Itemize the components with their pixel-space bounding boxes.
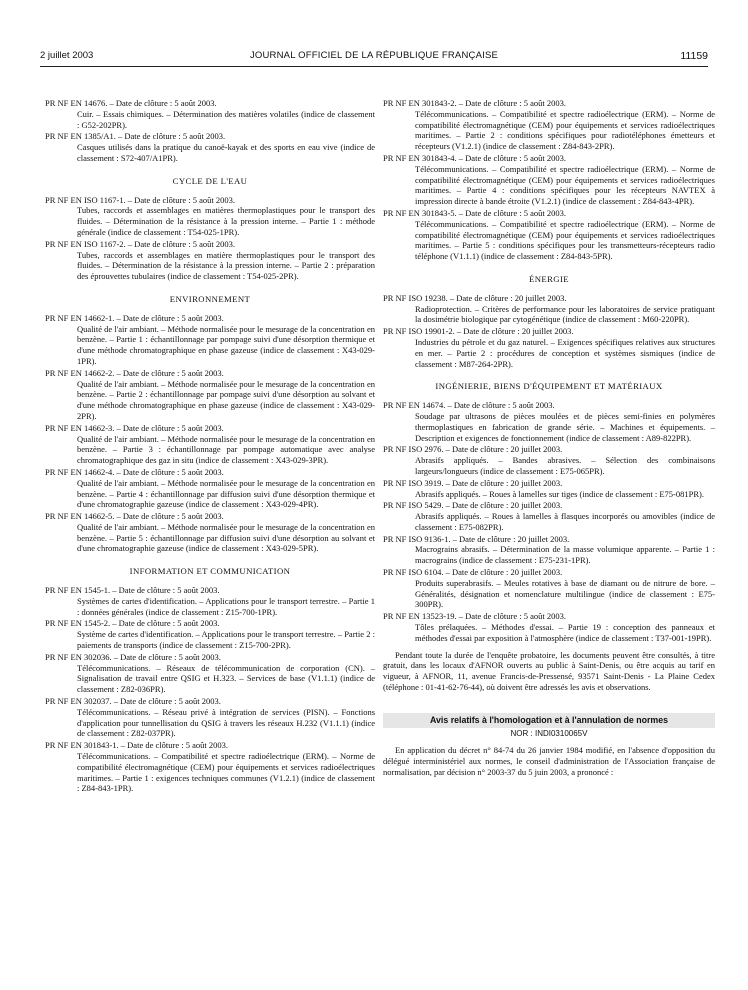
norm-reference: PR NF EN 14662-1. – Date de clôture : 5 août 2003. [45, 312, 224, 323]
nor-reference: NOR : INDI0310065V [510, 728, 588, 738]
norm-reference: PR NF EN 14662-3. – Date de clôture : 5 août 2003. [45, 422, 224, 433]
page-header [40, 48, 708, 66]
norm-entry [45, 423, 375, 466]
norm-entry [45, 368, 375, 422]
norm-entry [45, 98, 375, 130]
norm-entry [45, 131, 375, 163]
norm-reference: PR NF ISO 6104. – Date de clôture : 20 juillet 2003. [383, 567, 563, 578]
norm-description: Tubes, raccords et assemblages en matières thermoplastiques pour le transport des fluides. – Détermination de la résistance à la pression interne. – Partie 1 : méthode générale (indice de classement : T54-025-1PR). [77, 205, 375, 237]
norm-entry [383, 478, 715, 500]
norm-description: Tôles prélaquées. – Méthodes d'essai. – Partie 19 : conception des panneaux et méthodes d'essai par exposition à l'atmosphère (indice de classement : T37-001-19PR). [415, 622, 715, 643]
norm-description: Radioprotection. – Critères de performance pour les laboratoires de service pratiquant la dosimétrie biologique par cytogénétique (indice de classement : M60-220PR). [415, 303, 715, 325]
norm-reference: PR NF EN 14674. – Date de clôture : 5 août 2003. [383, 400, 555, 411]
norm-description: Télécommunications. – Réseau privé à intégration de services (PISN). – Fonctions d'application pour tunnellisation du QSIG à travers les réseaux H.232 (V1.1.1) (indice de classement : Z82-037PR). [77, 706, 375, 739]
norm-description: Télécommunications. – Compatibilité et spectre radioélectrique (ERM). – Norme de compatibilité électromagnétique (CEM) pour équipements et services radioélectriques maritimes. – Partie 2 : conditions spécifiques pour radiotéléphones émetteurs et récepteurs (V1.2.1) (indice de classement : Z84-843-2PR). [415, 108, 715, 152]
norm-description: Qualité de l'air ambiant. – Méthode normalisée pour le mesurage de la concentration en benzène. – Partie 2 : échantillonnage par pompage suivi d'une désorption au solvant et d'une méthode chromatographique en phase gazeuse (indice de classement : X43-029-2PR). [77, 378, 375, 421]
section-heading: CYCLE DE L'EAU [172, 175, 248, 186]
norm-description: Système de cartes d'identification. – Applications pour le transport terrestre. – Partie 2 : paiements de transports (indice de classement : Z15-700-2PR). [77, 629, 375, 651]
norm-entry [383, 567, 715, 610]
norm-description: Casques utilisés dans la pratique du canoë-kayak et des sports en eau vive (indice de classement : S72-407/A1PR). [77, 142, 375, 163]
header-date: 2 juillet 2003 [40, 50, 94, 61]
norm-description: Qualité de l'air ambiant. – Méthode normalisée pour le mesurage de la concentration en benzène. – Partie 3 : échantillonnage par pompage automatique avec analyse chromatographique des gaz in situ (indice de classement : X43-029-3PR). [77, 433, 375, 466]
norm-description: Produits superabrasifs. – Meules rotatives à base de diamant ou de nitrure de bore. – Généralités, désignation et nomenclature multilingue (indice de classement : E75-300PR). [415, 577, 715, 610]
norm-reference: PR NF EN ISO 1167-2. – Date de clôture : 5 août 2003. [45, 238, 235, 249]
norm-entry [383, 208, 715, 262]
norm-entry [383, 611, 715, 643]
norm-description: Systèmes de cartes d'identification. – Applications pour le transport terrestre. – Partie 1 : données générales (indice de classement : Z15-700-1PR). [77, 595, 375, 617]
norm-entry [45, 195, 375, 238]
norm-description: Industries du pétrole et du gaz naturel. – Exigences spécifiques relatives aux structures en mer. – Partie 2 : procédures de conception et systèmes sismiques (indice de classement : M87-264-2PR). [415, 336, 715, 369]
norm-entry [45, 652, 375, 695]
norm-reference: PR NF EN 14662-4. – Date de clôture : 5 août 2003. [45, 466, 224, 477]
norm-reference: PR NF EN 1545-1. – Date de clôture : 5 août 2003. [45, 585, 220, 596]
norm-reference: PR NF EN 302036. – Date de clôture : 5 août 2003. [45, 651, 221, 662]
section-heading: INGÉNIERIE, BIENS D'ÉQUIPEMENT ET MATÉRIAUX [435, 381, 663, 392]
norm-entry [383, 326, 715, 369]
section-heading: ENVIRONNEMENT [169, 293, 251, 304]
norm-reference: PR NF EN 301843-4. – Date de clôture : 5 août 2003. [383, 152, 566, 163]
section-heading: ÉNERGIE [529, 273, 569, 284]
norm-description: Tubes, raccords et assemblages en matière thermoplastiques pour le transport des fluides. – Détermination de la résistance à la pression interne. – Partie 2 : préparation des éprouvettes tubulaires (indice de classement : T54-025-2PR). [77, 249, 375, 282]
norm-reference: PR NF EN 1545-2. – Date de clôture : 5 août 2003. [45, 618, 220, 629]
norm-description: Qualité de l'air ambiant. – Méthode normalisée pour le mesurage de la concentration en benzène. – Partie 5 : échantillonnage par diffusion suivi d'une désorption au solvant et d'une chromatographie gazeuse (indice de classement : X43-029-5PR). [77, 521, 375, 554]
norm-description: Macrograins abrasifs. – Détermination de la masse volumique apparente. – Partie 1 : macrograins (indice de classement : E75-231-1PR). [415, 544, 715, 566]
norm-entry [45, 740, 375, 794]
norm-entry [383, 500, 715, 532]
paragraph: Pendant toute la durée de l'enquête probatoire, les documents peuvent être consultés, à titre gratuit, dans les locaux d'AFNOR ouverts au public à Saint-Denis, ou être acquis au tarif en vigueur, à AFNOR, 11, avenue Francis-de-Pressensé, 93571 Saint-Denis - La Plaine Cedex (téléphone : 01-41-62-76-44), où doivent être adressés les avis et observations. [383, 649, 715, 693]
norm-description: Cuir. – Essais chimiques. – Détermination des matières volatiles (indice de classement : G52-202PR). [77, 108, 375, 130]
header-rule [40, 66, 708, 67]
norm-reference: PR NF EN 1385/A1. – Date de clôture : 5 août 2003. [45, 131, 226, 142]
norm-description: Télécommunications. – Réseaux de télécommunication de corporation (CN). – Signalisation de travail entre QSIG et H.323. – Services de base (V1.1.1) (indice de classement : Z82-036PR). [77, 662, 375, 695]
norm-reference: PR NF ISO 9136-1. – Date de clôture : 20 juillet 2003. [383, 533, 570, 544]
paragraph: En application du décret n° 84-74 du 26 janvier 1984 modifié, en l'absence d'opposition du délégué interministériel aux normes, le conseil d'administration de l'Association française de normalisation, par décision n° 2003-37 du 5 juin 2003, a prononcé : [383, 745, 715, 778]
norm-reference: PR NF ISO 19901-2. – Date de clôture : 20 juillet 2003. [383, 326, 574, 337]
norm-entry [45, 511, 375, 554]
norm-reference: PR NF ISO 3919. – Date de clôture : 20 juillet 2003. [383, 477, 563, 488]
norm-reference: PR NF ISO 19238. – Date de clôture : 20 juillet 2003. [383, 292, 567, 303]
norm-description: Abrasifs appliqués. – Roues à lamelles à flasques incorporés ou amovibles (indice de classement : E75-082PR). [415, 511, 715, 532]
section-heading: INFORMATION ET COMMUNICATION [129, 566, 291, 577]
norm-entry [383, 534, 715, 566]
norm-entry [45, 696, 375, 739]
norm-reference: PR NF EN 14676. – Date de clôture : 5 août 2003. [45, 98, 217, 108]
norm-entry [45, 585, 375, 617]
notice-title: Avis relatifs à l'homologation et à l'annulation de normes [383, 713, 715, 728]
norm-reference: PR NF ISO 2976. – Date de clôture : 20 juillet 2003. [383, 444, 563, 455]
norm-entry [383, 153, 715, 207]
norm-description: Télécommunications. – Compatibilité et spectre radioélectrique (ERM). – Norme de compatibilité électromagnétique (CEM) pour équipements et services radioélectriques maritimes. – Partie 5 : conditions spécifiques pour les transmetteurs-récepteurs radio téléphone (V1.1.1) (indice de classement : Z84-843-5PR). [415, 218, 715, 262]
norm-entry [383, 293, 715, 325]
norm-reference: PR NF EN 13523-19. – Date de clôture : 5 août 2003. [383, 611, 566, 622]
norm-entry [45, 467, 375, 510]
norm-description: Télécommunications. – Compatibilité et spectre radioélectrique (ERM). – Norme de compatibilité électromagnétique (CEM) pour équipements et services radioélectriques maritimes. – Partie 1 : exigences techniques communes (V1.2.1) (indice de classement : Z84-843-1PR). [77, 751, 375, 794]
left-column [45, 98, 375, 795]
right-column [383, 98, 715, 778]
norm-reference: PR NF EN 14662-2. – Date de clôture : 5 août 2003. [45, 367, 224, 378]
norm-reference: PR NF EN 302037. – Date de clôture : 5 août 2003. [45, 696, 221, 707]
header-title: JOURNAL OFFICIEL DE LA RÉPUBLIQUE FRANÇAISE [249, 50, 499, 61]
norm-reference: PR NF EN ISO 1167-1. – Date de clôture : 5 août 2003. [45, 194, 235, 205]
norm-entry [383, 444, 715, 476]
norm-reference: PR NF ISO 5429. – Date de clôture : 20 juillet 2003. [383, 500, 563, 511]
norm-reference: PR NF EN 301843-2. – Date de clôture : 5 août 2003. [383, 98, 566, 108]
norm-reference: PR NF EN 14662-5. – Date de clôture : 5 août 2003. [45, 511, 224, 522]
norm-entry [383, 400, 715, 443]
norm-entry [383, 98, 715, 152]
norm-description: Abrasifs appliqués. – Roues à lamelles sur tiges (indice de classement : E75-081PR). [415, 488, 704, 499]
norm-reference: PR NF EN 301843-1. – Date de clôture : 5 août 2003. [45, 740, 228, 751]
norm-entry [45, 239, 375, 282]
norm-description: Télécommunications. – Compatibilité et spectre radioélectrique (ERM). – Norme de compatibilité électromagnétique (CEM) pour équipements et services radioélectriques maritimes. – Partie 4 : conditions spécifiques pour les récepteurs NAVTEX à impression directe à bande étroite (V1.2.1) (indice de classement : Z84-843-4PR). [415, 163, 715, 207]
norm-description: Abrasifs appliqués. – Bandes abrasives. – Sélection des combinaisons largeurs/longueurs (indice de classement : E75-065PR). [415, 455, 715, 476]
norm-description: Qualité de l'air ambiant. – Méthode normalisée pour le mesurage de la concentration en benzène. – Partie 1 : échantillonnage par pompage suivi d'une désorption thermique et d'une méthode chromatographique en phase gazeuse (indice de classement : X43-029-1PR). [77, 323, 375, 366]
norm-entry [45, 618, 375, 650]
norm-description: Soudage par ultrasons de pièces moulées et de pièces semi-finies en polymères thermoplastiques en fabrication de grande série. – Machines et équipements. – Description et exigences de fonctionnement (indice de classement : A89-822PR). [415, 410, 715, 443]
norm-reference: PR NF EN 301843-5. – Date de clôture : 5 août 2003. [383, 207, 566, 218]
norm-description: Qualité de l'air ambiant. – Méthode normalisée pour le mesurage de la concentration en benzène. – Partie 4 : échantillonnage par diffusion suivi d'une désorption thermique et d'une chromatographie gazeuse (indice de classement : X43-029-4PR). [77, 477, 375, 510]
header-page-number: 11159 [680, 50, 708, 62]
norm-entry [45, 313, 375, 367]
